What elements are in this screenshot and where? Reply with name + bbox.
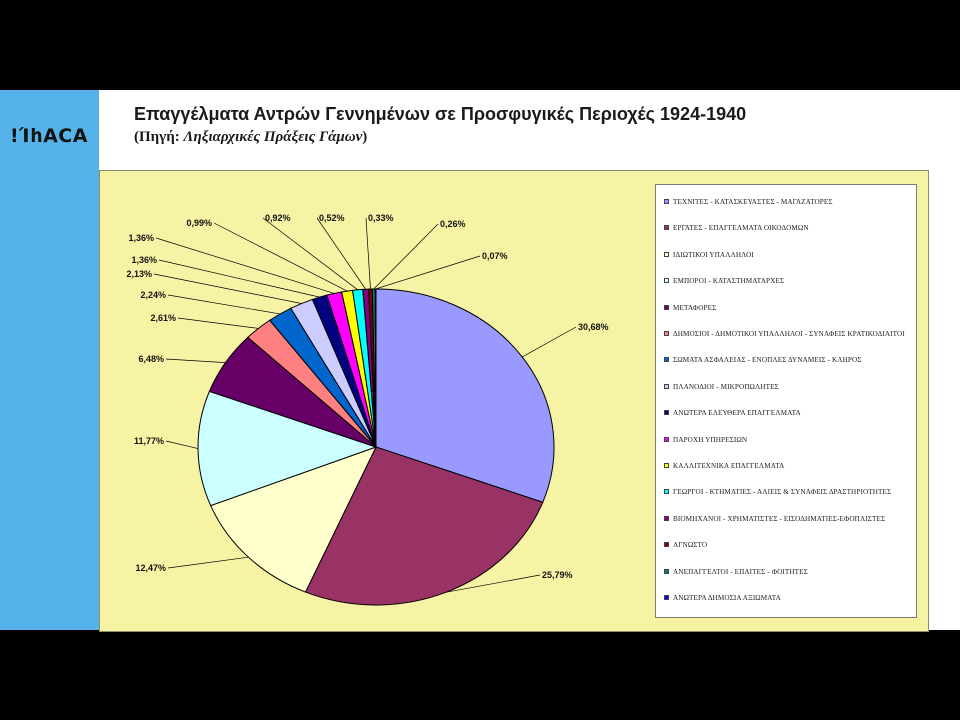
pie-data-label: 0,07% — [482, 251, 508, 261]
legend-swatch — [664, 331, 669, 336]
slide-title: Επαγγέλματα Αντρών Γεννημένων σε Προσφυγικές Περιοχές 1924-1940 — [134, 104, 747, 124]
pie-leader-line — [168, 295, 280, 314]
pie-leader-line — [263, 218, 358, 290]
pie-data-label: 0,33% — [368, 213, 394, 223]
legend-swatch — [664, 569, 669, 574]
pie-data-label: 0,92% — [265, 213, 291, 223]
legend-swatch — [664, 410, 669, 415]
side-band — [0, 90, 99, 630]
pie-data-label: 1,36% — [128, 233, 154, 243]
legend-label: ΑΝΩΤΕΡΑ ΕΛΕΥΘΕΡΑ ΕΠΑΓΓΕΛΜΑΤΑ — [673, 409, 801, 418]
pie-data-label: 25,79% — [542, 570, 573, 580]
chart-legend — [655, 184, 917, 618]
legend-label: ΑΓΝΩΣΤΟ — [673, 541, 708, 550]
legend-swatch — [664, 357, 669, 362]
legend-swatch — [664, 278, 669, 283]
slide — [0, 90, 960, 630]
pie-data-label: 11,77% — [133, 436, 164, 446]
legend-label: ΣΩΜΑΤΑ ΑΣΦΑΛΕΙΑΣ - ΕΝΟΠΛΕΣ ΔΥΝΑΜΕΙΣ - ΚΛΗΡΟΣ — [673, 356, 862, 365]
legend-label: ΑΝΕΠΑΓΓΕΛΤΟΙ - ΕΠΑΙΤΕΣ - ΦΟΙΤΗΤΕΣ — [673, 567, 808, 576]
legend-swatch — [664, 225, 669, 230]
ithaca-logo: !ΊհΑCA — [10, 125, 88, 147]
pie-data-label: 2,13% — [126, 269, 152, 279]
legend-label: ΠΑΡΟΧΗ ΥΠΗΡΕΣΙΩΝ — [673, 435, 748, 444]
pie-leader-line — [166, 359, 226, 363]
pie-leader-line — [522, 327, 576, 357]
legend-label: ΑΝΩΤΕΡΑ ΔΗΜΟΣΙΑ ΑΞΙΩΜΑΤΑ — [673, 594, 781, 602]
legend-label: ΚΑΛΛΙΤΕΧΝΙΚΑ ΕΠΑΓΓΕΛΜΑΤΑ — [673, 462, 785, 470]
pie-data-label: 0,26% — [440, 219, 466, 229]
legend-swatch — [664, 516, 669, 521]
pie-leader-line — [154, 274, 301, 304]
legend-label: ΕΜΠΟΡΟΙ - ΚΑΤΑΣΤΗΜΑΤΑΡΧΕΣ — [673, 277, 785, 286]
legend-label: ΜΕΤΑΦΟΡΕΣ — [673, 303, 717, 312]
pie-data-label: 2,61% — [150, 313, 176, 323]
pie-leader-line — [159, 260, 320, 297]
pie-leader-line — [317, 218, 366, 289]
pie-data-label: 2,24% — [140, 290, 166, 300]
pie-leader-line — [178, 318, 258, 328]
legend-swatch — [664, 384, 669, 389]
subtitle-suffix: ) — [362, 129, 368, 145]
subtitle-source: Ληξιαρχικές Πράξεις Γάμων — [183, 129, 363, 145]
pie-data-label: 12,47% — [135, 563, 166, 573]
pie-leader-line — [376, 256, 480, 289]
legend-label: ΒΙΟΜΗΧΑΝΟΙ - ΧΡΗΜΑΤΙΣΤΕΣ - ΕΙΣΟΔΗΜΑΤΙΕΣ-ΕΦΟΠΛΙΣΤΕΣ — [673, 514, 886, 523]
pie-data-label: 1,36% — [131, 255, 157, 265]
legend-swatch — [664, 542, 669, 547]
chart-area — [99, 170, 929, 632]
legend-swatch — [664, 489, 669, 494]
pie-leader-line — [168, 557, 248, 568]
pie-data-label: 6,48% — [138, 354, 164, 364]
pie-leader-line — [366, 218, 370, 289]
legend-label: ΔΗΜΟΣΙΟΙ - ΔΗΜΟΤΙΚΟΙ ΥΠΑΛΛΗΛΟΙ - ΣΥΝΑΦΕΙΣ ΚΡΑΤΙΚΟΔΙΑΙΤΟΙ — [673, 330, 905, 338]
legend-label: ΓΕΩΡΓΟΙ - ΚΤΗΜΑΤΙΕΣ - ΑΛΙΕΙΣ & ΣΥΝΑΦΕΙΣ ΔΡΑΣΤΗΡΙΟΤΗΤΕΣ — [673, 488, 892, 497]
pie-data-label: 0,52% — [319, 213, 345, 223]
legend-swatch — [664, 199, 669, 204]
legend-label: ΕΡΓΑΤΕΣ - ΕΠΑΓΓΕΛΜΑΤΑ ΟΙΚΟΔΟΜΩΝ — [673, 224, 809, 233]
legend-swatch — [664, 595, 669, 600]
slide-subtitle — [134, 129, 367, 146]
legend-swatch — [664, 437, 669, 442]
legend-label: ΙΔΙΩΤΙΚΟΙ ΥΠΑΛΛΗΛΟΙ — [673, 250, 754, 259]
legend-swatch — [664, 252, 669, 257]
legend-swatch — [664, 305, 669, 310]
pie-data-label: 0,99% — [186, 218, 212, 228]
pie-data-label: 30,68% — [578, 322, 609, 332]
legend-label: ΠΛΑΝΟΔΙΟΙ - ΜΙΚΡΟΠΩΛΗΤΕΣ — [673, 382, 779, 391]
legend-label: ΤΕΧΝΙΤΕΣ - ΚΑΤΑΣΚΕΥΑΣΤΕΣ - ΜΑΓΑΖΑΤΟΡΕΣ — [673, 198, 833, 206]
pie-leader-line — [166, 441, 198, 449]
subtitle-prefix: (Πηγή: — [134, 129, 184, 145]
legend-swatch — [664, 463, 669, 468]
